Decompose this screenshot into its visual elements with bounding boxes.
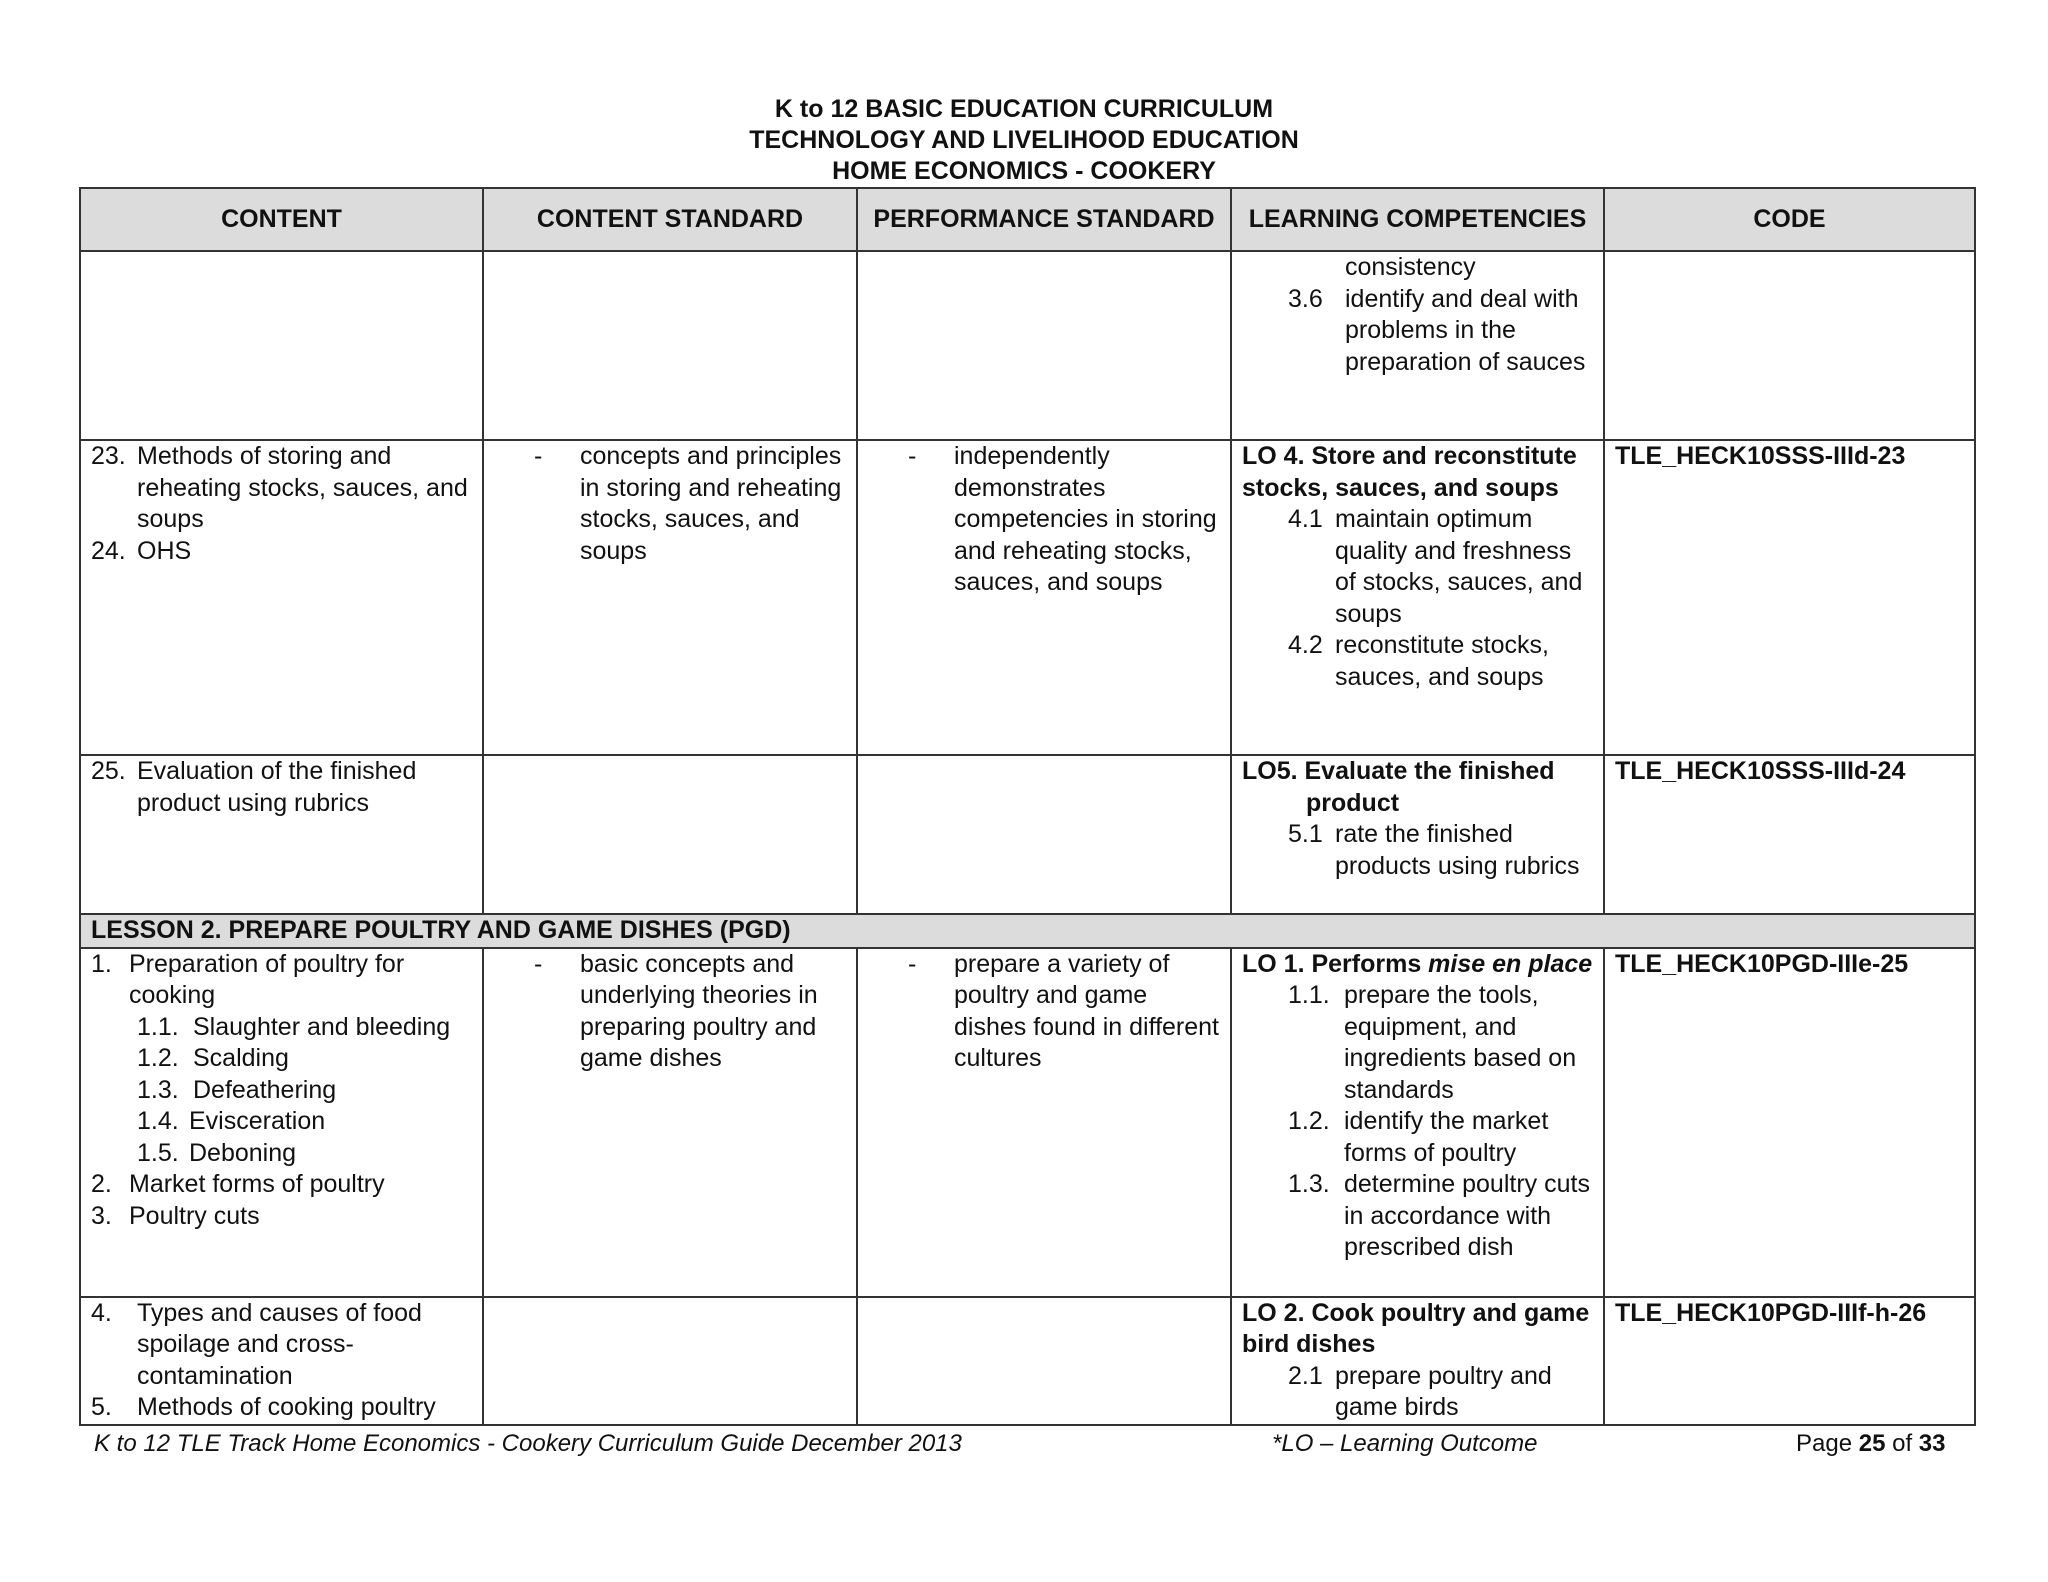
content-item-number: 5. <box>91 1393 112 1421</box>
code-cell: TLE_HECK10PGD-IIIe-25 <box>1604 948 1975 1297</box>
competency-number: 3.6 <box>1288 284 1323 313</box>
content-item-number: 4. <box>91 1298 112 1327</box>
page-total: 33 <box>1918 1430 1946 1457</box>
page-prefix: Page <box>1796 1430 1859 1457</box>
table-row <box>80 440 1975 755</box>
content-item-number: 23. <box>91 442 126 470</box>
competency-item <box>1242 980 1593 1106</box>
performance-standard-cell <box>857 1297 1231 1425</box>
competency-text: rate the finished products using rubrics <box>1335 820 1580 880</box>
content-item <box>91 1392 472 1424</box>
content-subitem <box>91 1106 472 1138</box>
content-cell <box>80 755 483 914</box>
curriculum-table <box>79 187 1976 1426</box>
footer-guide-title: K to 12 TLE Track Home Economics - Cookery Curriculum Guide December 2013 <box>94 1430 962 1457</box>
standard-text: concepts and principles in storing and reheating stocks, sauces, and soups <box>580 442 842 565</box>
content-standard-cell <box>483 440 857 755</box>
content-subitem <box>91 1075 472 1107</box>
content-item-number: 25. <box>91 757 126 785</box>
content-item <box>91 441 472 536</box>
competency-text: maintain optimum quality and freshness of stocks, sauces, and soups <box>1335 505 1583 628</box>
content-item-text: Methods of storing and reheating stocks, sauces, and soups <box>137 442 468 533</box>
table-header-row <box>80 188 1975 251</box>
content-item-text: Deboning <box>189 1138 297 1167</box>
dash-bullet: - <box>534 442 543 470</box>
content-item-text: Evisceration <box>189 1107 326 1135</box>
content-subitem <box>91 1043 472 1075</box>
content-item-number: 24. <box>91 536 126 565</box>
learning-outcome-italic: mise en place <box>1428 949 1593 978</box>
content-item-text: Scalding <box>193 1044 289 1072</box>
performance-standard-cell <box>857 948 1231 1297</box>
competency-item <box>1242 819 1593 882</box>
standard-item <box>494 949 846 1075</box>
footer-lo-note: *LO – Learning Outcome <box>1272 1430 1538 1457</box>
competency-number: 4.2 <box>1288 631 1323 659</box>
competency-item <box>1242 1169 1593 1264</box>
competency-text: identify the market forms of poultry <box>1344 1107 1549 1167</box>
competency-number: 2.1 <box>1288 1361 1323 1390</box>
header-title-line1: K to 12 BASIC EDUCATION CURRICULUM <box>774 95 1274 123</box>
competency-text: prepare poultry and game birds <box>1335 1361 1552 1421</box>
col-header-learning-competencies: LEARNING COMPETENCIES <box>1231 188 1604 251</box>
performance-standard-cell <box>857 251 1231 440</box>
table-row <box>80 251 1975 440</box>
content-item-text: Evaluation of the finished product using rubrics <box>137 757 417 817</box>
content-standard-cell <box>483 948 857 1297</box>
code-cell <box>1604 251 1975 440</box>
content-item-text: Types and causes of food spoilage and cross-contamination <box>137 1298 422 1390</box>
content-standard-cell <box>483 251 857 440</box>
content-cell <box>80 948 483 1297</box>
content-subitem <box>91 1012 472 1044</box>
content-item <box>91 949 472 1012</box>
content-item-text: Market forms of poultry <box>129 1170 385 1198</box>
competency-number: 1.2. <box>1288 1107 1330 1135</box>
content-item-number: 1.4. <box>137 1107 179 1135</box>
standard-item <box>868 949 1220 1075</box>
code-cell: TLE_HECK10SSS-IIId-24 <box>1604 755 1975 914</box>
table-row <box>80 948 1975 1297</box>
competency-item <box>1242 1361 1593 1424</box>
competency-number: 4.1 <box>1288 505 1323 533</box>
standard-text: basic concepts and underlying theories in preparing poultry and game dishes <box>580 949 818 1072</box>
content-subitem <box>91 1138 472 1170</box>
header-title-line2: TECHNOLOGY AND LIVELIHOOD EDUCATION <box>749 126 1299 154</box>
table-row <box>80 1297 1975 1425</box>
competency-item <box>1242 630 1593 693</box>
competency-text: reconstitute stocks, sauces, and soups <box>1335 631 1549 691</box>
competency-text: prepare the tools, equipment, and ingredients based on standards <box>1344 981 1577 1104</box>
content-item-text: OHS <box>137 536 192 565</box>
learning-competencies-cell <box>1231 1297 1604 1425</box>
content-item-number: 2. <box>91 1170 112 1198</box>
learning-outcome-title: LO 2. Cook poultry and game bird dishes <box>1242 1298 1590 1358</box>
competency-item <box>1242 504 1593 630</box>
standard-item <box>494 441 846 567</box>
learning-outcome-title: LO 4. Store and reconstitute stocks, sauces, and soups <box>1242 442 1577 502</box>
content-standard-cell <box>483 755 857 914</box>
page-current: 25 <box>1858 1430 1886 1457</box>
dash-bullet: - <box>534 949 543 978</box>
content-item-number: 1.5. <box>137 1138 179 1167</box>
table-row <box>80 755 1975 914</box>
competency-item <box>1242 1106 1593 1169</box>
code-cell: TLE_HECK10PGD-IIIf-h-26 <box>1604 1297 1975 1425</box>
standard-text: prepare a variety of poultry and game dishes found in different cultures <box>954 949 1220 1072</box>
learning-competencies-cell <box>1231 948 1604 1297</box>
dash-bullet: - <box>908 949 917 978</box>
competency-continuation: consistency <box>1345 253 1476 281</box>
competency-text: determine poultry cuts in accordance with prescribed dish <box>1344 1170 1590 1261</box>
content-item-text: Slaughter and bleeding <box>193 1012 451 1041</box>
content-cell <box>80 251 483 440</box>
header-title-line3: HOME ECONOMICS - COOKERY <box>832 157 1216 185</box>
competency-text: identify and deal with problems in the preparation of sauces <box>1345 284 1586 376</box>
content-standard-cell <box>483 1297 857 1425</box>
competency-number: 1.1. <box>1288 981 1330 1009</box>
lesson-row <box>80 914 1975 948</box>
standard-text: independently demonstrates competencies in storing and reheating stocks, sauces, and soups <box>954 442 1217 596</box>
content-item <box>91 756 472 819</box>
dash-bullet: - <box>908 442 917 470</box>
content-item-number: 1.2. <box>137 1044 179 1072</box>
col-header-code: CODE <box>1604 188 1975 251</box>
lesson-title: LESSON 2. PREPARE POULTRY AND GAME DISHES (PGD) <box>80 914 1975 948</box>
learning-competencies-cell <box>1231 755 1604 914</box>
content-item-number: 3. <box>91 1201 112 1230</box>
content-item-number: 1.3. <box>137 1075 179 1104</box>
content-item <box>91 536 472 568</box>
content-item <box>91 1201 472 1233</box>
content-item <box>91 1169 472 1201</box>
competency-number: 5.1 <box>1288 820 1323 848</box>
content-cell <box>80 440 483 755</box>
col-header-content-standard: CONTENT STANDARD <box>483 188 857 251</box>
standard-item <box>868 441 1220 599</box>
content-item-number: 1.1. <box>137 1012 179 1041</box>
content-item-number: 1. <box>91 949 112 978</box>
learning-competencies-cell <box>1231 440 1604 755</box>
content-item-text: Methods of cooking poultry <box>137 1393 436 1421</box>
learning-outcome-title <box>1242 949 1593 981</box>
page-of: of <box>1885 1430 1919 1457</box>
competency-item <box>1242 284 1593 379</box>
performance-standard-cell <box>857 755 1231 914</box>
content-item-text: Poultry cuts <box>129 1201 260 1230</box>
col-header-performance-standard: PERFORMANCE STANDARD <box>857 188 1231 251</box>
footer-page-number <box>1796 1428 1945 1459</box>
learning-competencies-cell <box>1231 251 1604 440</box>
learning-outcome-title: LO5. Evaluate the finished product <box>1242 757 1555 817</box>
content-item-text: Defeathering <box>193 1075 337 1104</box>
content-item <box>91 1298 472 1393</box>
competency-number: 1.3. <box>1288 1170 1330 1198</box>
content-cell <box>80 1297 483 1425</box>
content-item-text: Preparation of poultry for cooking <box>129 949 405 1009</box>
col-header-content: CONTENT <box>80 188 483 251</box>
code-cell: TLE_HECK10SSS-IIId-23 <box>1604 440 1975 755</box>
learning-outcome-prefix: LO 1. Performs <box>1242 949 1429 978</box>
performance-standard-cell <box>857 440 1231 755</box>
